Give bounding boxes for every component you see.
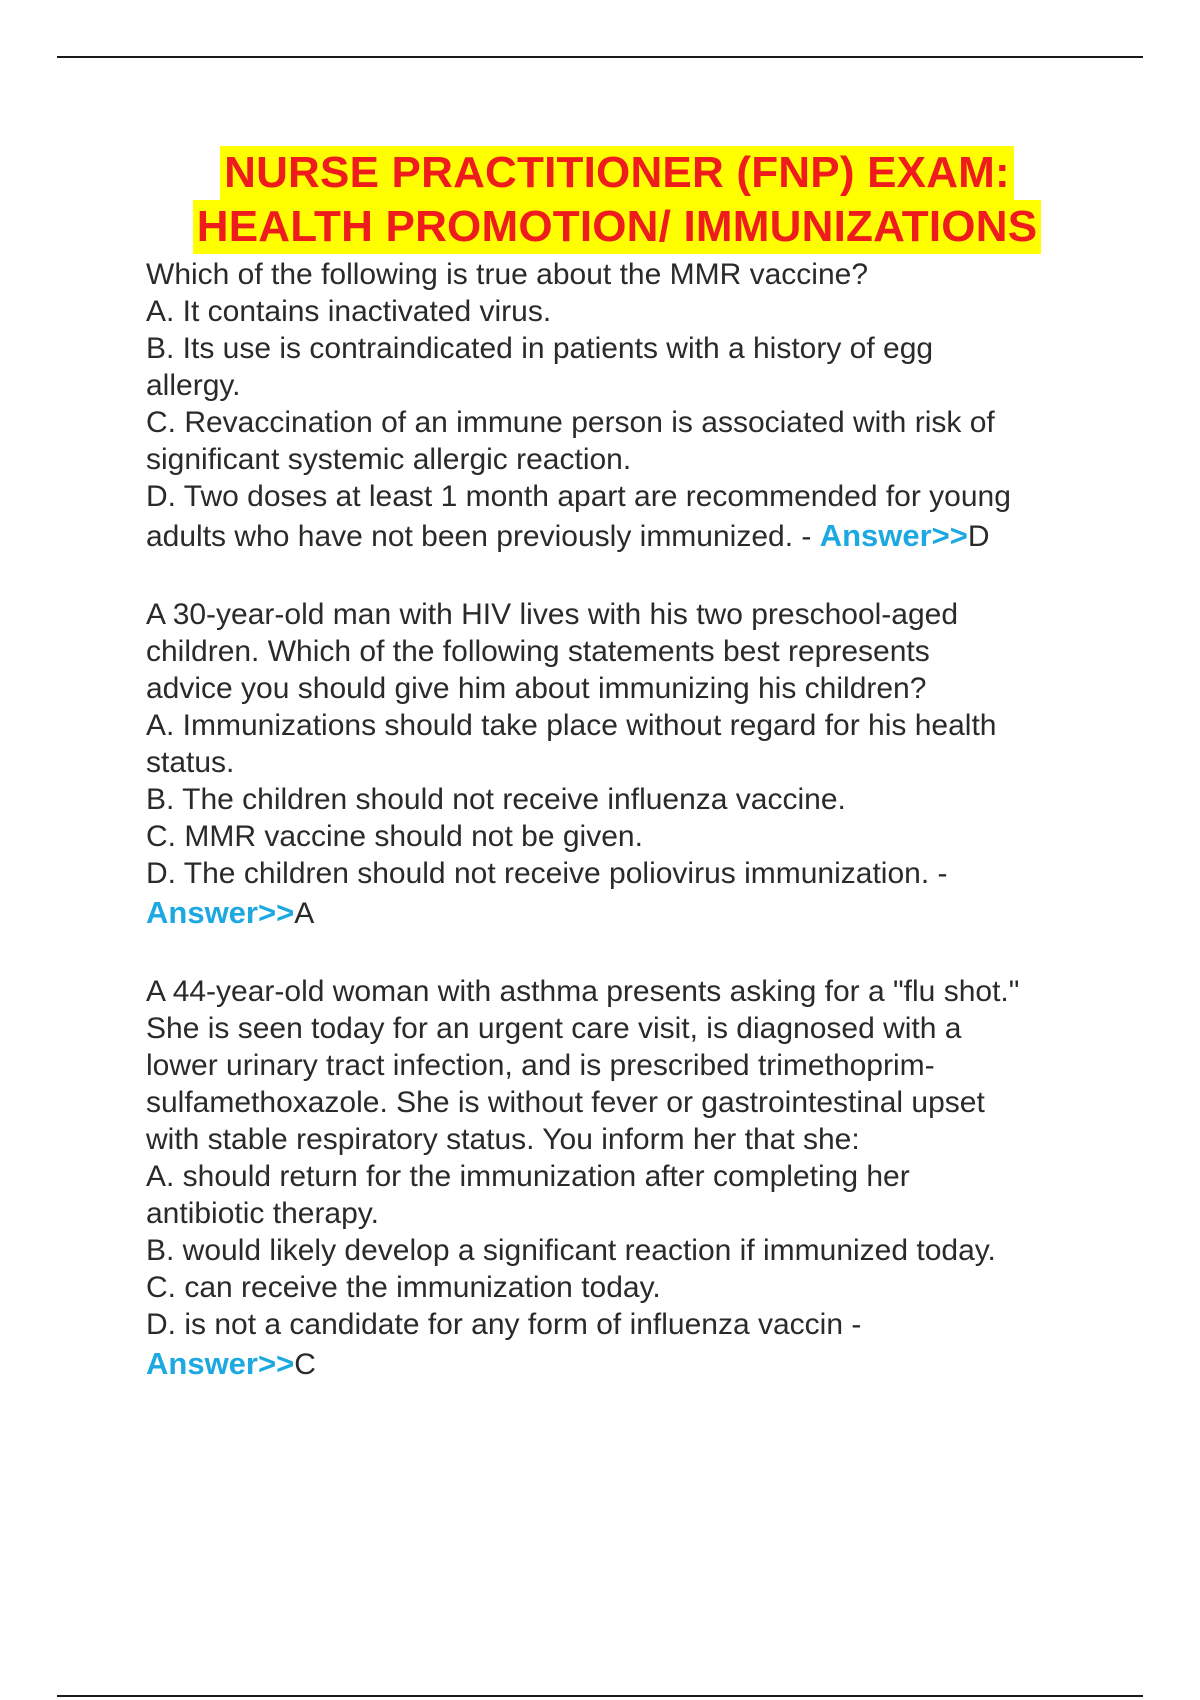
option-line: antibiotic therapy. <box>146 1197 379 1230</box>
question-line: Which of the following is true about the MMR vaccine? <box>146 258 869 291</box>
question-line: advice you should give him about immunizing his children? <box>146 672 927 705</box>
option-line: status. <box>146 746 235 779</box>
title-line-1: NURSE PRACTITIONER (FNP) EXAM: <box>220 146 1014 200</box>
option-line: D. is not a candidate for any form of influenza vaccin - <box>146 1308 862 1341</box>
option-line: D. The children should not receive poliovirus immunization. - <box>146 857 948 890</box>
question-line: A 30-year-old man with HIV lives with his two preschool-aged <box>146 598 959 631</box>
answer-line <box>146 892 1088 935</box>
option-line: A. Immunizations should take place without regard for his health <box>146 709 997 742</box>
question-1 <box>146 256 1088 558</box>
answer-value: C <box>294 1348 316 1381</box>
document-content <box>146 146 1088 1386</box>
option-line: C. Revaccination of an immune person is associated with risk of <box>146 406 995 439</box>
answer-label: Answer>> <box>146 895 295 930</box>
document-title <box>146 146 1088 254</box>
question-3 <box>146 973 1088 1386</box>
answer-prefix: adults who have not been previously immunized. - <box>146 520 820 553</box>
title-line-2: HEALTH PROMOTION/ IMMUNIZATIONS <box>193 200 1042 254</box>
option-line: A. should return for the immunization after completing her <box>146 1160 910 1193</box>
option-line: D. Two doses at least 1 month apart are recommended for young <box>146 480 1011 513</box>
header-rule <box>57 56 1143 58</box>
answer-label: Answer>> <box>146 1346 295 1381</box>
footer-rule <box>57 1695 1143 1697</box>
question-line: children. Which of the following statements best represents <box>146 635 930 668</box>
option-line: B. The children should not receive influenza vaccine. <box>146 783 846 816</box>
option-line: significant systemic allergic reaction. <box>146 443 632 476</box>
option-line: A. It contains inactivated virus. <box>146 295 552 328</box>
option-line: B. Its use is contraindicated in patients with a history of egg <box>146 332 934 365</box>
answer-line <box>146 1343 1088 1386</box>
answer-value: A <box>294 897 315 930</box>
option-line: allergy. <box>146 369 241 402</box>
answer-value: D <box>967 520 990 553</box>
option-line: C. MMR vaccine should not be given. <box>146 820 643 853</box>
answer-label: Answer>> <box>819 518 968 553</box>
question-line: A 44-year-old woman with asthma presents asking for a "flu shot." <box>146 975 1020 1008</box>
question-line: lower urinary tract infection, and is prescribed trimethoprim- <box>146 1049 935 1082</box>
question-line: She is seen today for an urgent care visit, is diagnosed with a <box>146 1012 962 1045</box>
question-line: with stable respiratory status. You inform her that she: <box>146 1123 860 1156</box>
option-line: C. can receive the immunization today. <box>146 1271 661 1304</box>
answer-line <box>146 515 1088 558</box>
question-line: sulfamethoxazole. She is without fever or gastrointestinal upset <box>146 1086 985 1119</box>
option-line: B. would likely develop a significant reaction if immunized today. <box>146 1234 996 1267</box>
question-2 <box>146 596 1088 935</box>
